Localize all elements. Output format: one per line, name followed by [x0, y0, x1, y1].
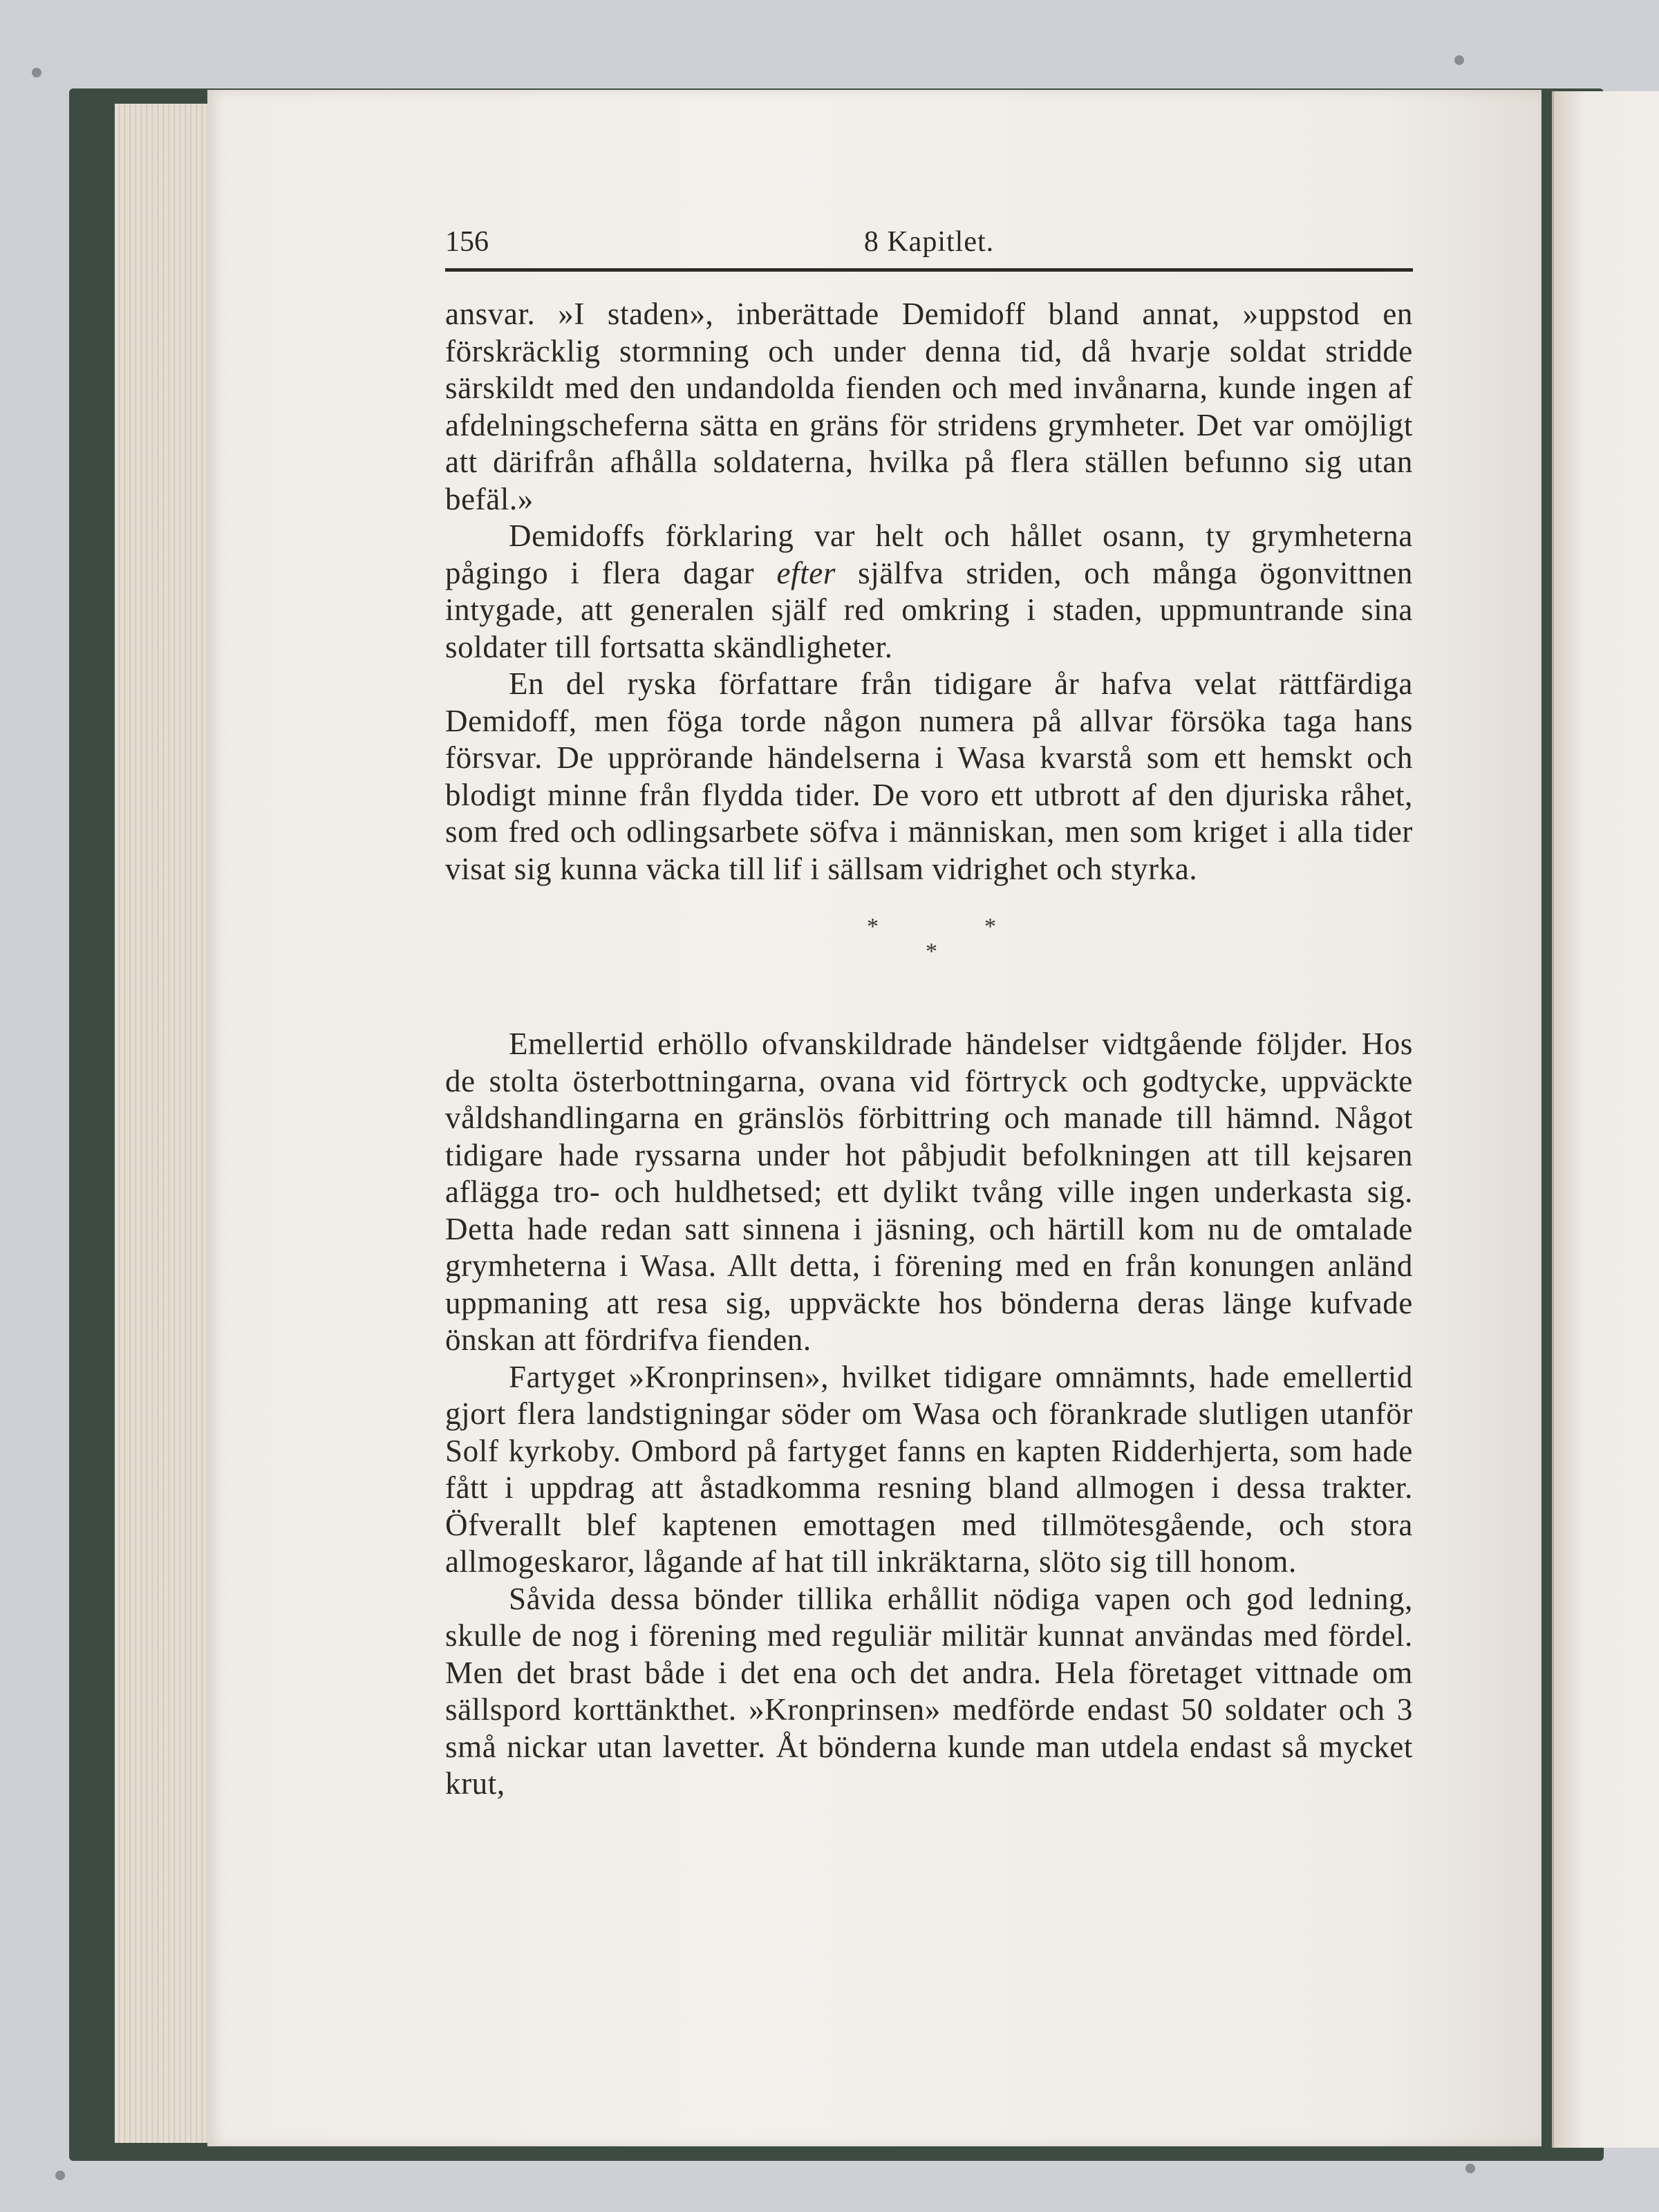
- asterisk: *: [926, 939, 938, 964]
- pin-bottom-right: [1465, 2164, 1475, 2173]
- pin-top-left: [32, 68, 41, 77]
- italic-emphasis: efter: [776, 555, 836, 590]
- asterisk: *: [867, 914, 879, 939]
- pin-top-right: [1454, 55, 1464, 65]
- facing-page: [1552, 91, 1659, 2148]
- paragraph: Emellertid erhöllo ofvanskildrade händelser vidtgående följder. Hos de stolta österbottningarna, ovana vid förtryck och godtycke, uppväckte våldshandlingarna en gränslös förbittring och manade till hämnd. Något tidigare hade ryssarna under hot påbjudit befolkningen att till kejsaren aflägga tro- och huldhetsed; ett dylikt tvång ville ingen underkasta sig. Detta hade redan satt sinnena i jäsning, och härtill kom nu de omtalade grymheterna i Wasa. Allt detta, i förening med en från konungen anländ uppmaning att resa sig, uppväckte hos bönderna deras länge kufvade önskan att fördrifva fienden.: [445, 1027, 1413, 1357]
- paragraph: [445, 518, 1413, 666]
- paragraph-text: Demidoffs förklaring var helt och hållet osann, ty grymheterna pågingo i flera dagar: [445, 518, 1413, 590]
- paragraph: En del ryska författare från tidigare år hafva velat rättfärdiga Demidoff, men föga torde någon numera på allvar försöka taga hans försvar. De upprörande händelserna i Wasa kvarstå som ett hemskt och blodigt minne från flydda tider. De voro ett utbrott af den djuriska råhet, som fred och odlingsarbete söfva i människan, men som kriget i alla tider visat sig kunna väcka till lif i sällsam vidrighet och styrka.: [445, 666, 1413, 886]
- running-head: 8 Kapitlet.: [863, 226, 995, 258]
- page-edges: [115, 104, 218, 2143]
- paragraph: ansvar. »I staden», inberättade Demidoff bland annat, »uppstod en förskräcklig stormning och under denna tid, då hvarje soldat stridde särskildt med den undandolda fienden och med invånarna, kunde ingen af afdelningscheferna sätta en gräns för stridens grymheter. Det var omöjligt att därifrån afhålla soldaterna, hvilka på flera ställen befunno sig utan befäl.»: [445, 297, 1413, 516]
- asterisk: *: [984, 914, 997, 939]
- paragraph: Såvida dessa bönder tillika erhållit nödiga vapen och god ledning, skulle de nog i förening med reguliär militär kunnat användas med fördel. Men det brast både i det ena och det andra. Hela företaget vittnade om sällspord korttänkthet. »Kronprinsen» medförde endast 50 soldater och 3 små nickar utan lavetter. Åt bönderna kunde man utdela endast så mycket krut,: [445, 1581, 1413, 1801]
- page-number: 156: [445, 226, 489, 258]
- pin-bottom-left: [55, 2171, 65, 2180]
- body-text: [445, 296, 1413, 1803]
- page-header: [445, 223, 1413, 264]
- paragraph-text: själfva striden, och många ögonvittnen intygade, att generalen själf red omkring i staden, uppmuntrande sina soldater till fortsatta skändligheter.: [445, 555, 1413, 664]
- paragraph: Fartyget »Kronprinsen», hvilket tidigare omnämnts, hade emellertid gjort flera landstigningar söder om Wasa och förankrade slutligen utanför Solf kyrkoby. Ombord på fartyget fanns en kapten Ridderhjerta, som hade fått i uppdrag att åstadkomma resning bland allmogen i dessa trakter. Öfverallt blef kaptenen emottagen med tillmötesgående, och stora allmogeskaror, lågande af hat till inkräktarna, slöto sig till honom.: [445, 1359, 1413, 1579]
- section-break-asterism: [445, 888, 1413, 1026]
- header-rule: [445, 268, 1413, 272]
